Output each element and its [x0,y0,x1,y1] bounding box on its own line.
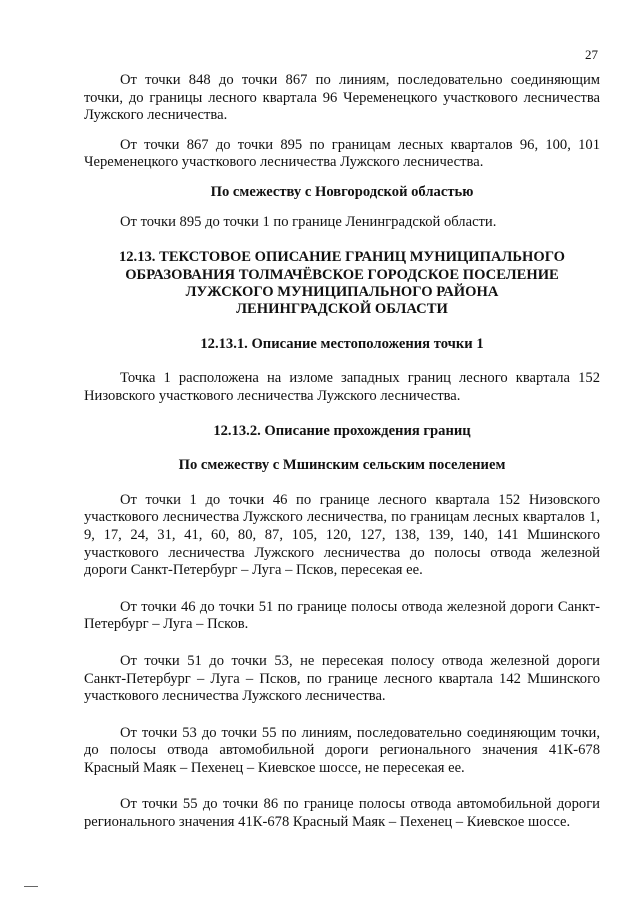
section-heading-line-2: ОБРАЗОВАНИЯ ТОЛМАЧЁВСКОЕ ГОРОДСКОЕ ПОСЕЛЕНИЕ [125,266,559,283]
footer-line [24,886,38,887]
paragraph-point-1: Точка 1 расположена на изломе западных границ лесного квартала 152 Низовского участкового лесничества Лужского лесничества. [84,370,600,404]
section-heading-12-13 [84,249,600,319]
paragraph-848-867: От точки 848 до точки 867 по линиям, последовательно соединяющим точки, до границы лесного квартала 96 Череменецкого участкового лесничества Лужского лесничества. [84,72,600,124]
paragraph-867-895: От точки 867 до точки 895 по границам лесных кварталов 96, 100, 101 Череменецкого участкового лесничества Лужского лесничества. [84,136,600,171]
paragraph-1-46: От точки 1 до точки 46 по границе лесного квартала 152 Низовского участкового лесничества Лужского лесничества, по границам лесных кварталов 1, 9, 17, 24, 31, 41, 60, 80, 87, 105, 120, 127, 138, 139, 140, 141 Мшинского участкового лесничества Лужского лесничества до полосы отвода железной дороги Санкт-Петербург – Луга – Псков, пересекая ее. [84,491,600,579]
paragraph-895-1: От точки 895 до точки 1 по границе Ленинградской области. [120,213,497,230]
paragraph-46-51: От точки 46 до точки 51 по границе полосы отвода железной дороги Санкт-Петербург – Луга – Псков. [84,598,600,633]
section-heading-line-1: 12.13. ТЕКСТОВОЕ ОПИСАНИЕ ГРАНИЦ МУНИЦИПАЛЬНОГО [118,249,566,266]
heading-novgorod-border: По смежеству с Новгородской областью [210,183,474,200]
section-heading-line-4: ЛЕНИНГРАДСКОЙ ОБЛАСТИ [236,301,448,318]
paragraph-51-53: От точки 51 до точки 53, не пересекая полосу отвода железной дороги Санкт-Петербург – Луга – Псков, по границе лесного квартала 142 Мшинского участкового лесничества Лужского лесничества. [84,652,600,705]
document-body [84,72,600,832]
heading-mshinsk-border: По смежеству с Мшинским сельским поселением [178,457,506,474]
section-heading-line-3: ЛУЖСКОГО МУНИЦИПАЛЬНОГО РАЙОНА [185,283,499,300]
paragraph-53-55: От точки 53 до точки 55 по линиям, последовательно соединяющим точки, до полосы отвода автомобильной дороги регионального значения 41К-678 Красный Маяк – Пехенец – Киевское шоссе, не пересекая ее. [84,724,600,776]
subsection-heading-12-13-2: 12.13.2. Описание прохождения границ [213,422,471,439]
subsection-heading-12-13-1: 12.13.1. Описание местоположения точки 1 [200,335,484,352]
paragraph-55-86: От точки 55 до точки 86 по границе полосы отвода автомобильной дороги регионального значения 41К-678 Красный Маяк – Пехенец – Киевское шоссе. [84,796,600,831]
page-number: 27 [585,47,598,62]
